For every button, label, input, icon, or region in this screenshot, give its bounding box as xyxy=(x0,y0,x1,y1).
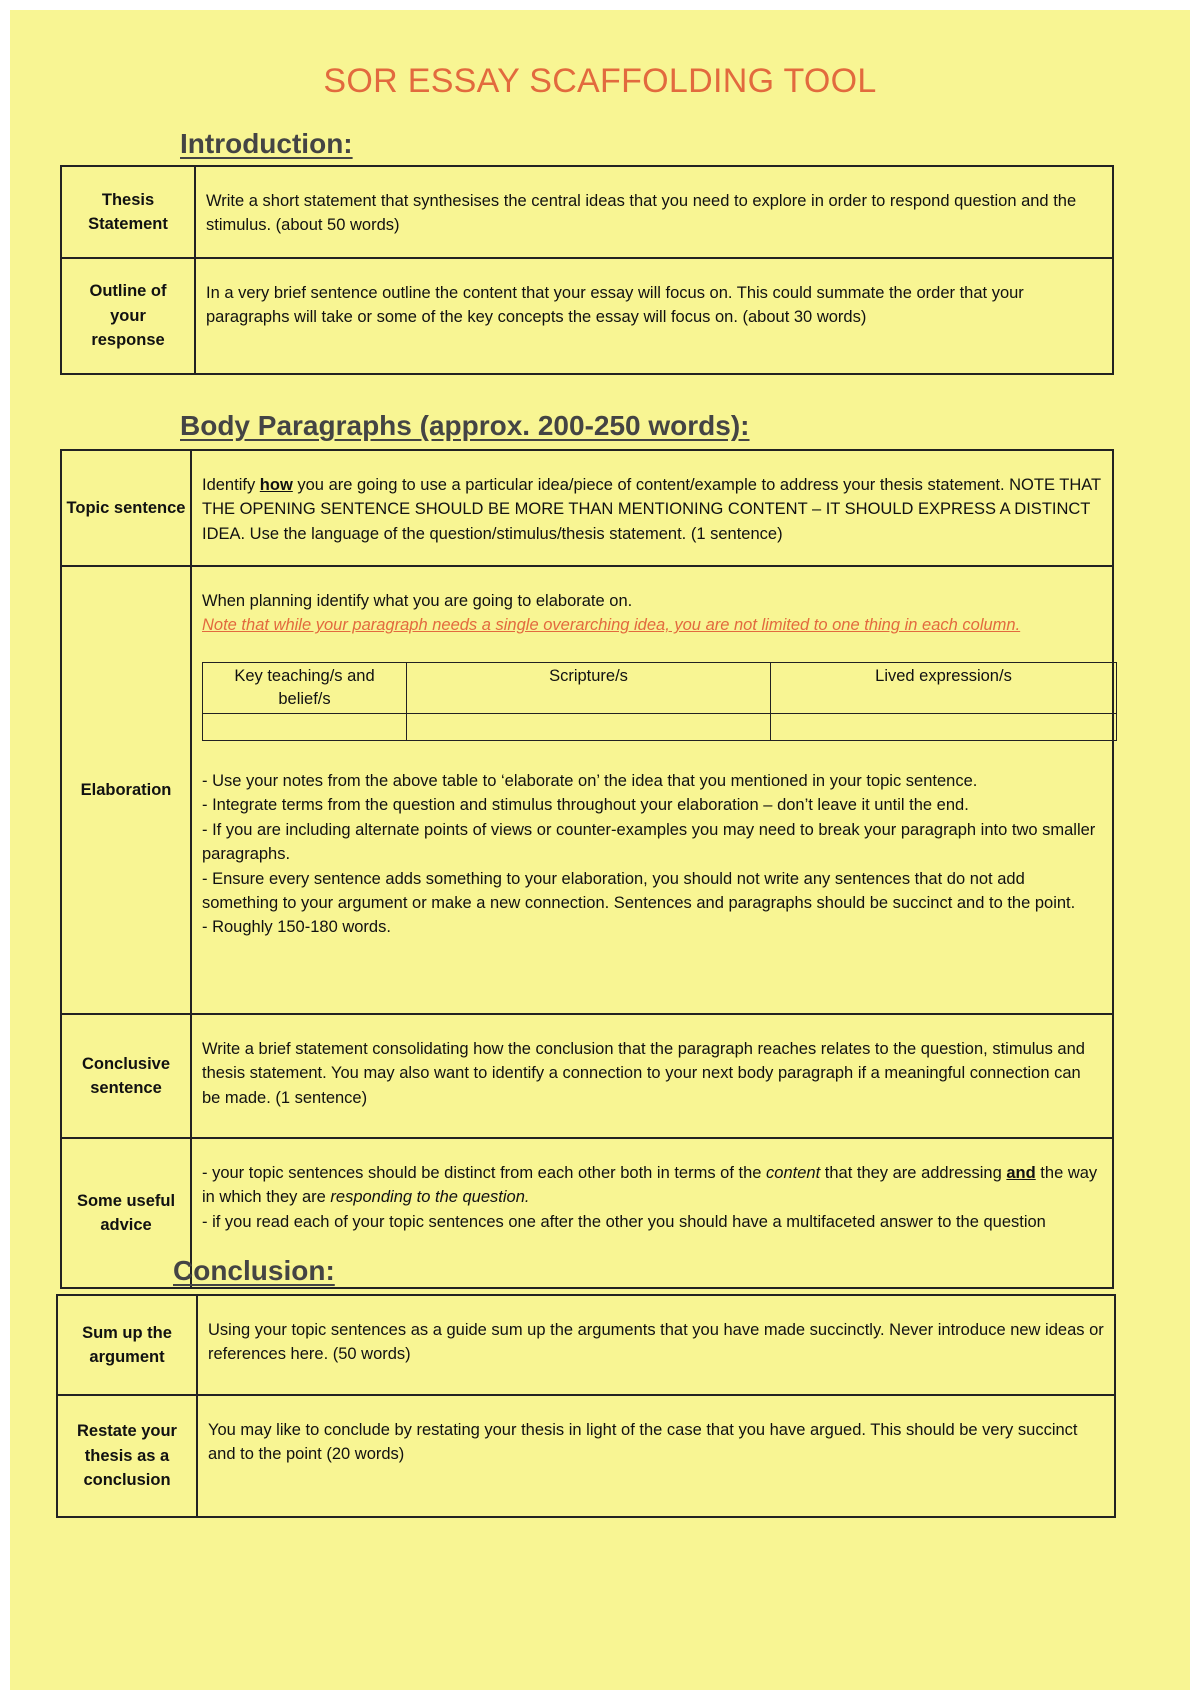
advice-emphasis: content xyxy=(766,1164,821,1182)
advice-emphasis: responding to the question. xyxy=(330,1188,530,1207)
row-label: Some useful advice xyxy=(61,1138,191,1288)
table-row xyxy=(61,566,1113,1014)
row-label: Thesis Statement xyxy=(61,166,195,258)
elaboration-note: Note that while your paragraph needs a single overarching idea, you are not limited to one thing in each column. xyxy=(202,616,1021,635)
planning-table-row xyxy=(203,714,1117,741)
row-label: Sum up the argument xyxy=(57,1295,197,1395)
conclusion-heading: Conclusion: xyxy=(173,1255,335,1286)
empty-cell xyxy=(771,714,1117,741)
page-title: SOR ESSAY SCAFFOLDING TOOL xyxy=(323,62,877,100)
list-item: - Use your notes from the above table to ‘elaborate on’ the idea that you mentioned in your topic sentence. xyxy=(202,772,978,790)
row-text xyxy=(191,566,1113,1014)
topic-text-before: Identify xyxy=(202,476,260,494)
table-row xyxy=(61,1014,1113,1138)
introduction-heading: Introduction: xyxy=(180,128,353,159)
conclusion-table xyxy=(56,1294,1116,1518)
advice-text: that they are addressing xyxy=(820,1164,1007,1182)
row-label: Elaboration xyxy=(61,566,191,1014)
column-header: Lived expression/s xyxy=(771,662,1117,713)
advice-text: - your topic sentences should be distinct from each other both in terms of the xyxy=(202,1164,767,1182)
table-row xyxy=(61,166,1113,258)
list-item: - If you are including alternate points of views or counter-examples you may need to break your paragraph into two smaller paragraphs. xyxy=(202,820,1096,864)
advice-emphasis: and xyxy=(1006,1164,1036,1182)
row-label: Topic sentence xyxy=(61,450,191,566)
table-row xyxy=(61,258,1113,374)
column-header: Scripture/s xyxy=(407,662,771,713)
planning-table-header xyxy=(203,662,1117,713)
row-text: You may like to conclude by restating your thesis in light of the case that you have argued. This should be very succinct and to the point (20 words) xyxy=(197,1395,1115,1517)
list-item: - Integrate terms from the question and stimulus throughout your elaboration – don’t leave it until the end. xyxy=(202,796,969,815)
empty-cell xyxy=(203,714,407,741)
row-text: In a very brief sentence outline the content that your essay will focus on. This could summate the order that your paragraphs will take or some of the key concepts the essay will focus on. (about 30 words) xyxy=(195,258,1113,374)
topic-emphasis: how xyxy=(259,476,293,494)
row-text xyxy=(191,450,1113,566)
row-label: Outline of your response xyxy=(61,258,195,374)
elaboration-intro: When planning identify what you are going to elaborate on. xyxy=(202,592,633,610)
list-item: - Ensure every sentence adds something to your elaboration, you should not write any sentences that do not add something to your argument or make a new connection. Sentences and paragraphs should be succinct and to the point. xyxy=(202,869,1076,913)
table-row xyxy=(57,1395,1115,1517)
row-text: Using your topic sentences as a guide sum up the arguments that you have made succinctly. Never introduce new ideas or references here. (50 words) xyxy=(197,1295,1115,1395)
body-heading: Body Paragraphs (approx. 200-250 words): xyxy=(180,410,750,441)
row-label: Conclusive sentence xyxy=(61,1014,191,1138)
introduction-table xyxy=(60,165,1114,375)
planning-table xyxy=(202,662,1117,741)
topic-text-after: you are going to use a particular idea/piece of content/example to address your thesis statement. NOTE THAT THE OPENING SENTENCE SHOULD BE MORE THAN MENTIONING CONTENT – IT SHOULD EXPRESS A DISTINCT IDEA. Use the language of the question/stimulus/thesis statement. (1 sentence) xyxy=(202,476,1101,543)
advice-line-1 xyxy=(202,1161,1102,1210)
advice-text: the way in which they are xyxy=(202,1164,1098,1207)
column-header: Key teaching/s and belief/s xyxy=(203,662,407,713)
advice-line-2: - if you read each of your topic sentences one after the other you should have a multifaceted answer to the question xyxy=(202,1212,1046,1231)
empty-cell xyxy=(407,714,771,741)
table-row xyxy=(57,1295,1115,1395)
row-text: Write a brief statement consolidating how the conclusion that the paragraph reaches relates to the question, stimulus and thesis statement. You may also want to identify a connection to your next body paragraph if a meaningful connection can be made. (1 sentence) xyxy=(191,1014,1113,1138)
row-text: Write a short statement that synthesises the central ideas that you need to explore in order to respond question and the stimulus. (about 50 words) xyxy=(195,166,1113,258)
list-item: - Roughly 150-180 words. xyxy=(202,918,391,937)
table-row xyxy=(61,450,1113,566)
body-table xyxy=(60,449,1114,1289)
document-page xyxy=(10,10,1190,1690)
row-label: Restate your thesis as a conclusion xyxy=(57,1395,197,1517)
elaboration-bullets xyxy=(202,769,1102,940)
